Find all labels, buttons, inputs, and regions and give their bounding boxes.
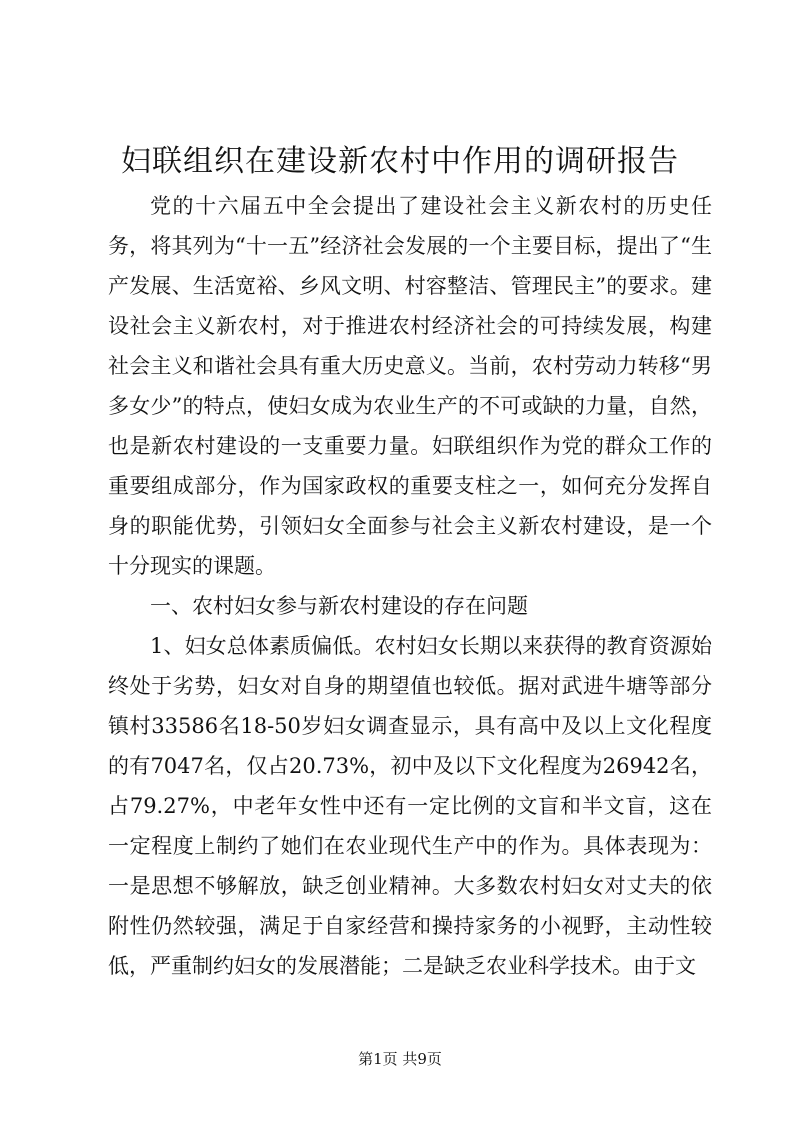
page-footer: 第1页 共9页	[358, 1050, 442, 1068]
section-paragraph: 1、妇女总体素质偏低。农村妇女长期以来获得的教育资源始终处于劣势，妇女对自身的期望值也较低。据对武进牛塘等部分镇村33586名18-50岁妇女调查显示，具有高中及以上文化程度的有7047名，仅占20.73%，初中及以下文化程度为26942名，占79.27%，中老年女性中还有一定比例的文盲和半文盲，这在一定程度上制约了她们在农业现代生产中的作为。具体表现为：一是思想不够解放，缺乏创业精神。大多数农村妇女对丈夫的依附性仍然较强，满足于自家经营和操持家务的小视野，主动性较低，严重制约妇女的发展潜能；二是缺乏农业科学技术。由于文	[108, 634, 712, 978]
section-heading: 一、农村妇女参与新农村建设的存在问题	[150, 594, 528, 618]
intro-paragraph: 党的十六届五中全会提出了建设社会主义新农村的历史任务，将其列为“十一五”经济社会发展的一个主要目标，提出了“生产发展、生活宽裕、乡风文明、村容整洁、管理民主”的要求。建设社会主义新农村，对于推进农村经济社会的可持续发展，构建社会主义和谐社会具有重大历史意义。当前，农村劳动力转移“男多女少”的特点，使妇女成为农业生产的不可或缺的力量，自然，也是新农村建设的一支重要力量。妇联组织作为党的群众工作的重要组成部分，作为国家政权的重要支柱之一，如何充分发挥自身的职能优势，引领妇女全面参与社会主义新农村建设，是一个十分现实的课题。	[108, 194, 712, 578]
document-title: 妇联组织在建设新农村中作用的调研报告	[121, 144, 679, 179]
document-body	[108, 186, 712, 986]
